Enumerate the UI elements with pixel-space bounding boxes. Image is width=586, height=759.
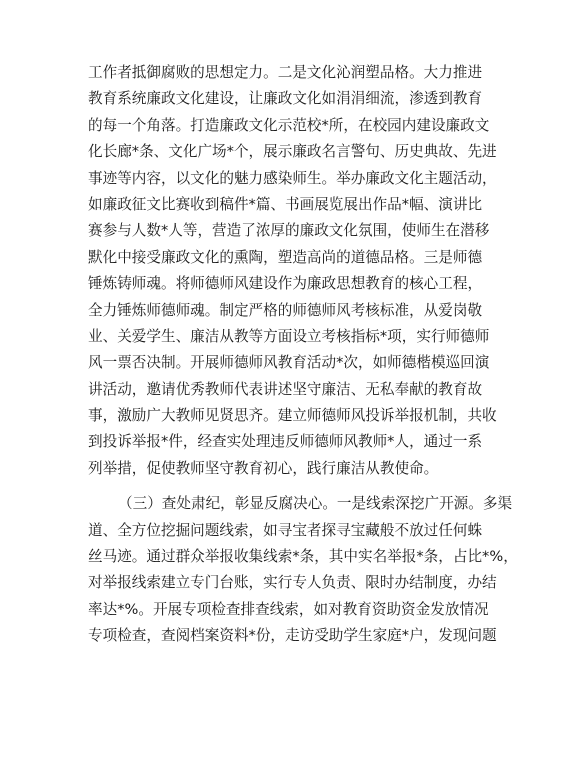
text-line: 工作者抵御腐败的思想定力。二是文化沁润塑品格。大力推进: [88, 64, 483, 81]
document-page: [88, 60, 518, 650]
text-line: 专项检查，查阅档案资料*份，走访受助学生家庭*户，发现问题: [88, 627, 497, 645]
text-line: 事，激励广大教师见贤思齐。建立师德师风投诉举报机制，共收: [88, 407, 497, 425]
text-line: 如廉政征文比赛收到稿件*篇、书画展览展出作品*幅、演讲比: [88, 195, 483, 213]
text-line: 到投诉举报*件，经查实处理违反师德师风教师*人，通过一系: [88, 433, 483, 451]
text-line: 的每一个角落。打造廉政文化示范校*所，在校园内建设廉政文: [88, 116, 490, 134]
text-line: 对举报线索建立专门台账，实行专人负责、限时办结制度，办结: [88, 574, 497, 592]
text-line: 赛参与人数*人等，营造了浓厚的廉政文化氛围，使师生在潜移: [88, 222, 490, 240]
text-line: （三）查处肃纪，彰显反腐决心。一是线索深挖广开源。多渠: [118, 495, 513, 513]
paragraph-section-three: [88, 491, 518, 649]
text-line: 化长廊*条、文化广场*个，展示廉政名言警句、历史典故、先进: [88, 143, 497, 161]
text-line: 业、关爱学生、廉洁从教等方面设立考核指标*项，实行师德师: [88, 327, 490, 345]
paragraph-gap: [88, 482, 508, 491]
text-line: 默化中接受廉政文化的熏陶，塑造高尚的道德品格。三是师德: [88, 248, 483, 266]
text-line: 风一票否决制。开展师德师风教育活动*次，如师德楷模巡回演: [88, 354, 490, 372]
text-line: 道、全方位挖掘问题线索，如寻宝者探寻宝藏般不放过任何蛛: [88, 521, 483, 539]
text-line: 讲活动，邀请优秀教师代表讲述坚守廉洁、无私奉献的教育故: [88, 380, 483, 398]
text-line: 锤炼铸师魂。将师德师风建设作为廉政思想教育的核心工程，: [88, 275, 483, 293]
text-line: 率达*%。开展专项检查排查线索，如对教育资助资金发放情况: [88, 600, 489, 618]
text-line: 丝马迹。通过群众举报收集线索*条，其中实名举报*条，占比*%，: [88, 548, 518, 566]
text-line: 教育系统廉政文化建设，让廉政文化如涓涓细流，渗透到教育: [88, 90, 483, 108]
paragraph-continuation: [88, 60, 508, 482]
text-line: 列举措，促使教师坚守教育初心，践行廉洁从教使命。: [88, 459, 439, 477]
text-line: 全力锤炼师德师魂。制定严格的师德师风考核标准，从爱岗敬: [88, 301, 483, 319]
text-line: 事迹等内容，以文化的魅力感染师生。举办廉政文化主题活动，: [88, 169, 497, 187]
